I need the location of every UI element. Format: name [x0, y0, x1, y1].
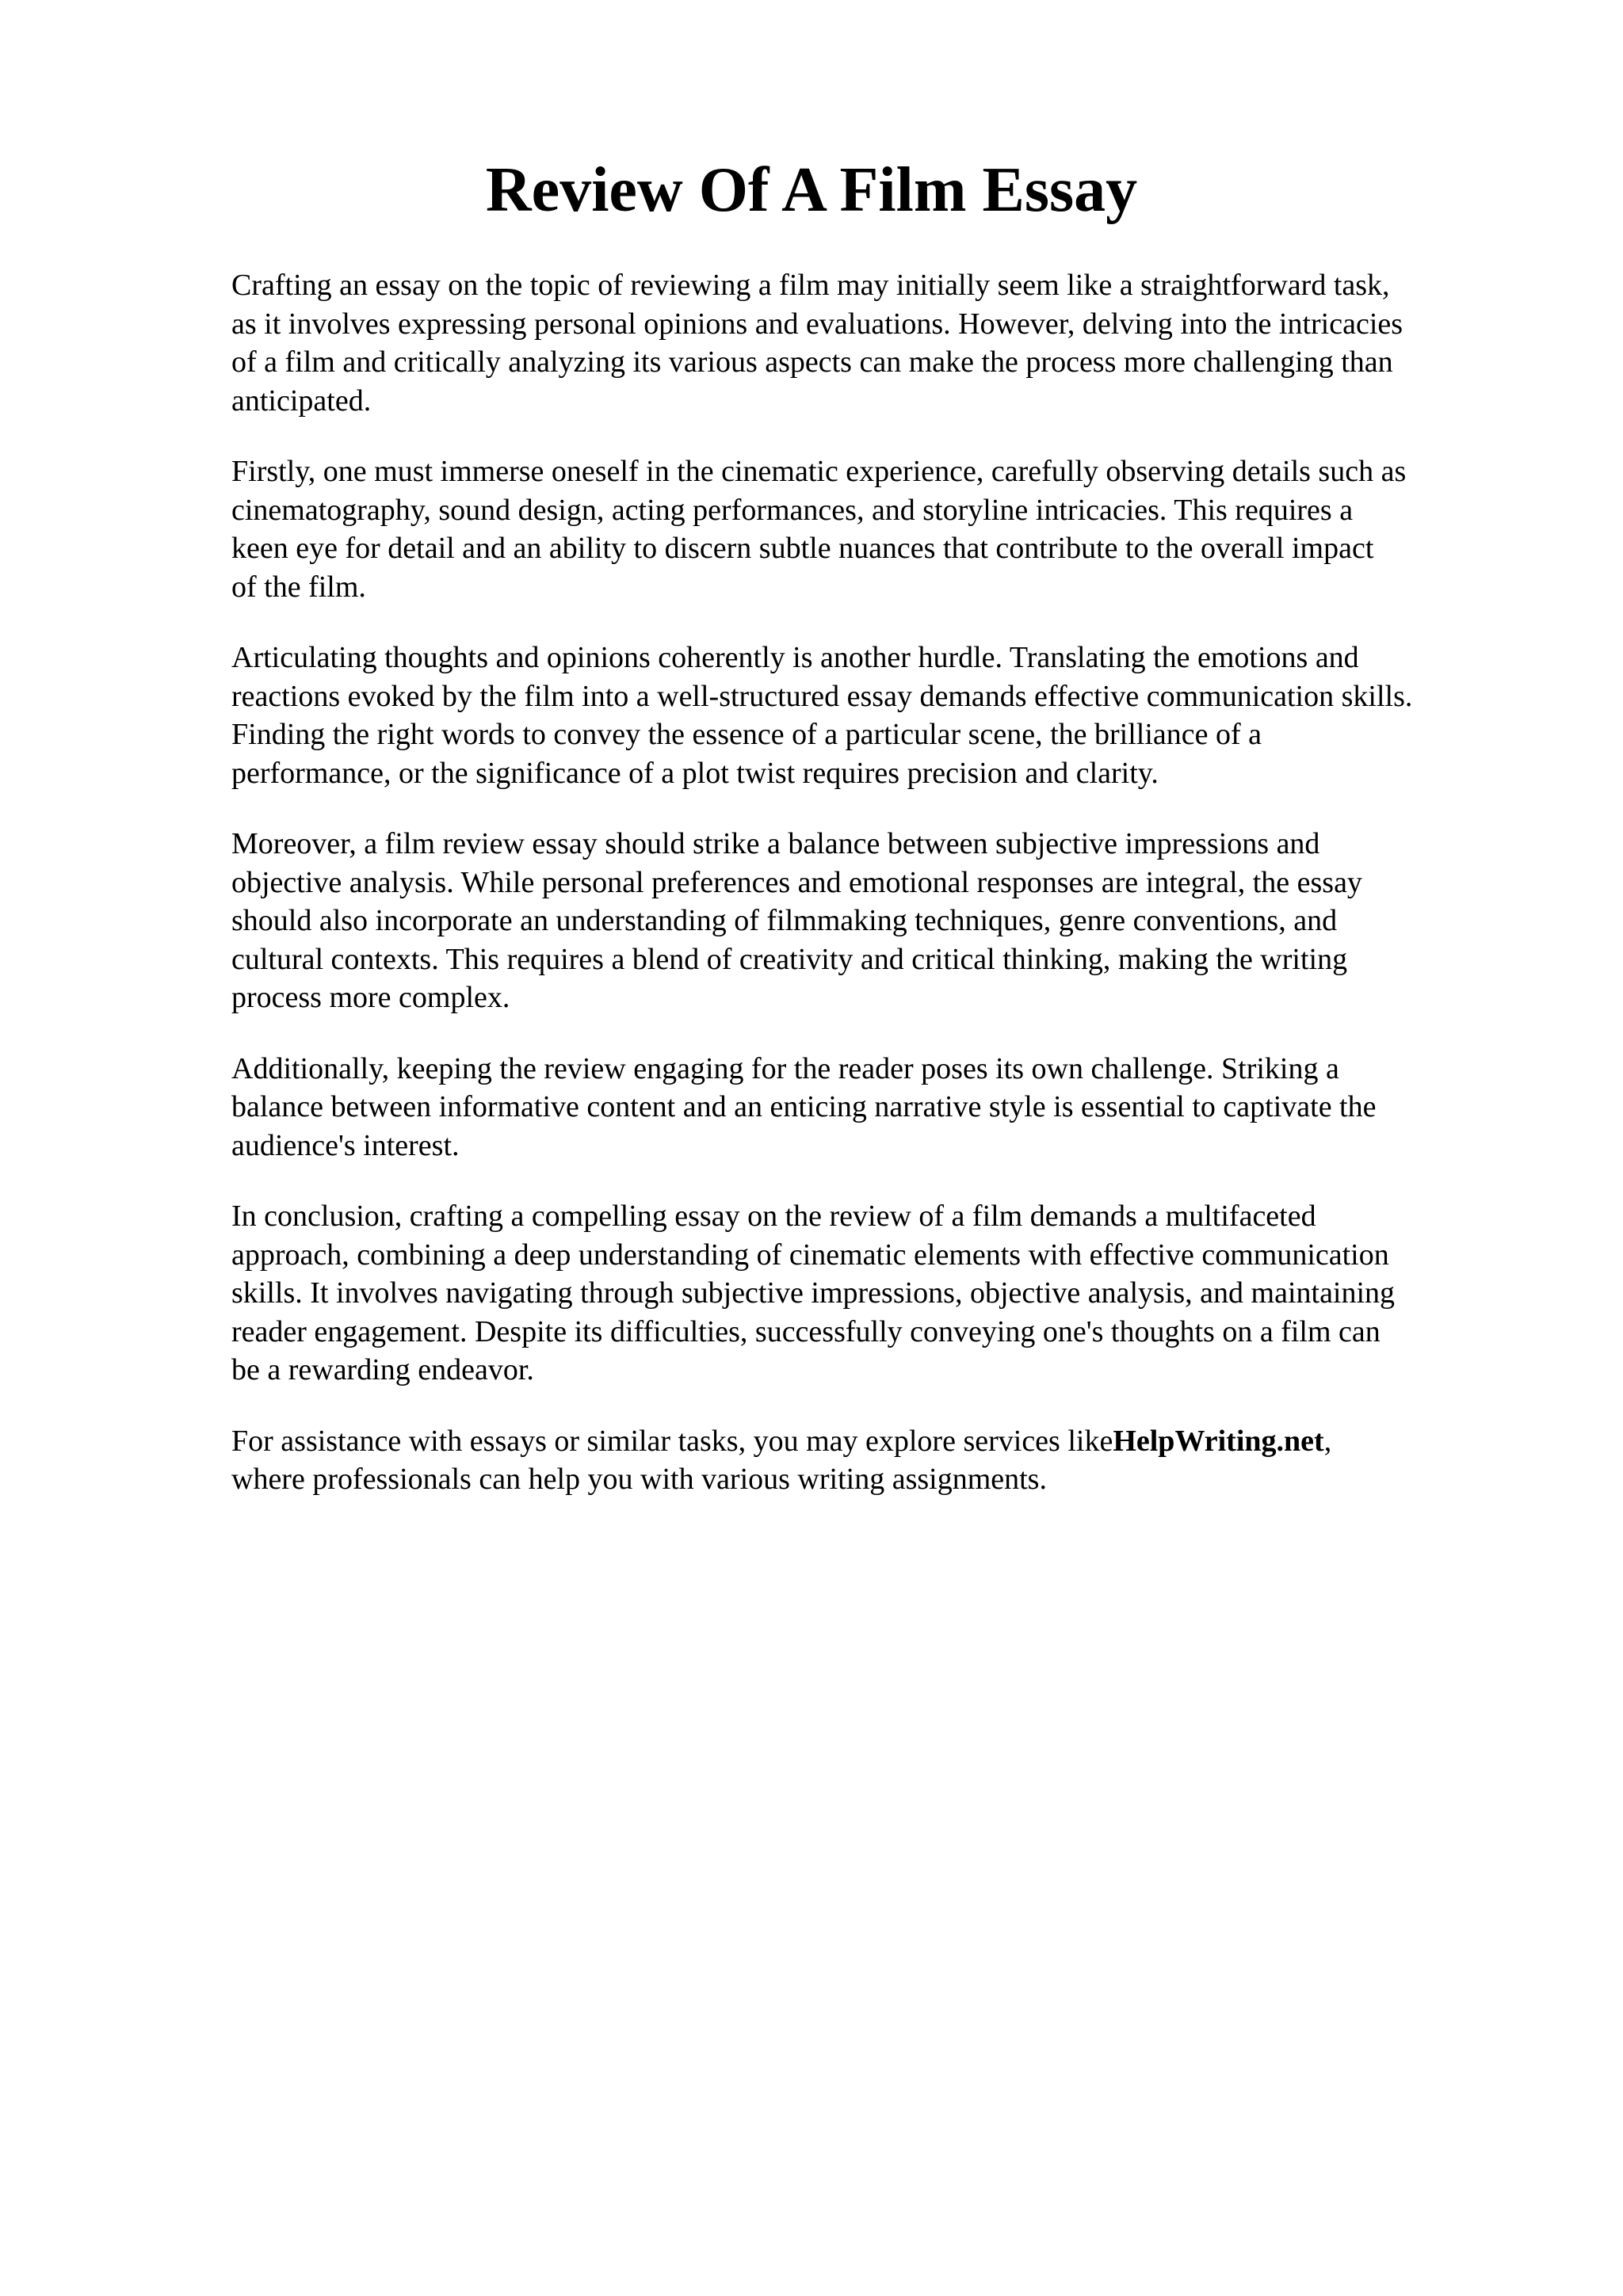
brand-name: HelpWriting.net — [1113, 1424, 1324, 1458]
paragraph-assistance — [231, 1422, 1531, 1499]
paragraph-articulation: Articulating thoughts and opinions coherently is another hurdle. Translating the emotions and reactions evoked by the film into a well-structured essay demands effective communication skills. Finding the right words to convey the essence of a particular scene, the brilliance of a performance, or the significance of a plot twist requires precision and clarity. — [231, 641, 1413, 790]
paragraph-intro: Crafting an essay on the topic of reviewing a film may initially seem like a straightforward task, as it involves expressing personal opinions and evaluations. However, delving into the intricacies of a film and critically analyzing its various aspects can make the process more challenging than anticipated. — [231, 269, 1403, 418]
document-body — [231, 266, 1531, 1531]
document-title: Review Of A Film Essay — [485, 155, 1138, 225]
paragraph-immersion: Firstly, one must immerse oneself in the cinematic experience, carefully observing details such as cinematography, sound design, acting performances, and storyline intricacies. This requires a keen eye for detail and an ability to discern subtle nuances that contribute to the overall impact of the film. — [231, 455, 1407, 604]
assistance-text-before: For assistance with essays or similar tasks, you may explore services like — [231, 1424, 1113, 1458]
paragraph-balance: Moreover, a film review essay should strike a balance between subjective impressions and objective analysis. While personal preferences and emotional responses are integral, the essay should also incorporate an understanding of filmmaking techniques, genre conventions, and cultural contexts. This requires a blend of creativity and critical thinking, making the writing process more complex. — [231, 827, 1362, 1014]
paragraph-engagement: Additionally, keeping the review engaging for the reader poses its own challenge. Striking a balance between informative content and an enticing narrative style is essential to captivate the audience's interest. — [231, 1051, 1377, 1162]
paragraph-conclusion: In conclusion, crafting a compelling essay on the review of a film demands a multifaceted approach, combining a deep understanding of cinematic elements with effective communication skills. It involves navigating through subjective impressions, objective analysis, and maintaining reader engagement. Despite its difficulties, successfully conveying one's thoughts on a film can be a rewarding endeavor. — [231, 1199, 1396, 1386]
assistance-text-after: , where professionals can help you with various writing assignments. — [231, 1424, 1332, 1496]
